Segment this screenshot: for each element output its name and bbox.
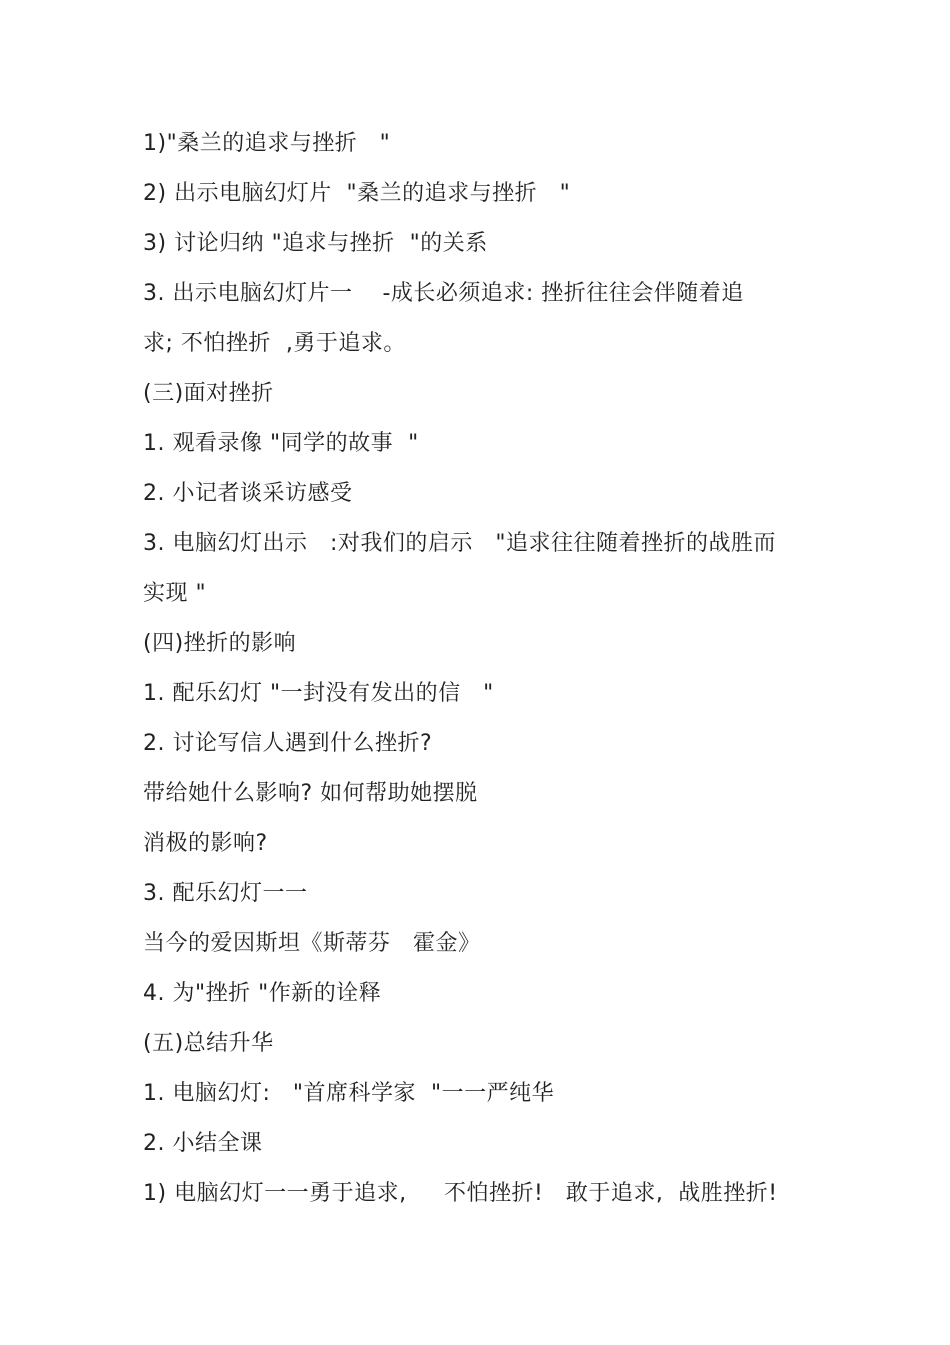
text-line: 2) 出示电脑幻灯片 "桑兰的追求与挫折 " (143, 181, 571, 206)
text-line: 3) 讨论归纳 "追求与挫折 "的关系 (143, 231, 488, 256)
text-line: 1) 电脑幻灯一一勇于追求, 不怕挫折! 敢于追求, 战胜挫折! (143, 1181, 778, 1206)
text-line: 3. 出示电脑幻灯片一 -成长必须追求: 挫折往往会伴随着追 (143, 281, 744, 306)
text-line: 3. 电脑幻灯出示 :对我们的启示 "追求往往随着挫折的战胜而 (143, 531, 776, 556)
text-line: 3. 配乐幻灯一一 (143, 881, 308, 906)
text-line: 求; 不怕挫折 ,勇于追求。 (143, 331, 406, 356)
text-line: 带给她什么影响? 如何帮助她摆脱 (143, 781, 478, 806)
text-line: 1. 配乐幻灯 "一封没有发出的信 " (143, 681, 494, 706)
text-line: 4. 为"挫折 "作新的诠释 (143, 981, 382, 1006)
text-line: 2. 小记者谈采访感受 (143, 481, 353, 506)
section-heading: (五)总结升华 (143, 1031, 274, 1056)
text-line: 2. 讨论写信人遇到什么挫折? (143, 731, 433, 756)
section-heading: (四)挫折的影响 (143, 631, 297, 656)
text-line: 当今的爱因斯坦《斯蒂芬 霍金》 (143, 931, 481, 956)
text-line: 1)"桑兰的追求与挫折 " (143, 131, 391, 156)
text-line: 2. 小结全课 (143, 1131, 263, 1156)
text-line: 1. 电脑幻灯: "首席科学家 "一一严纯华 (143, 1081, 555, 1106)
section-heading: (三)面对挫折 (143, 381, 274, 406)
text-line: 实现 " (143, 581, 207, 606)
text-line: 消极的影响? (143, 831, 268, 856)
text-line: 1. 观看录像 "同学的故事 " (143, 431, 419, 456)
